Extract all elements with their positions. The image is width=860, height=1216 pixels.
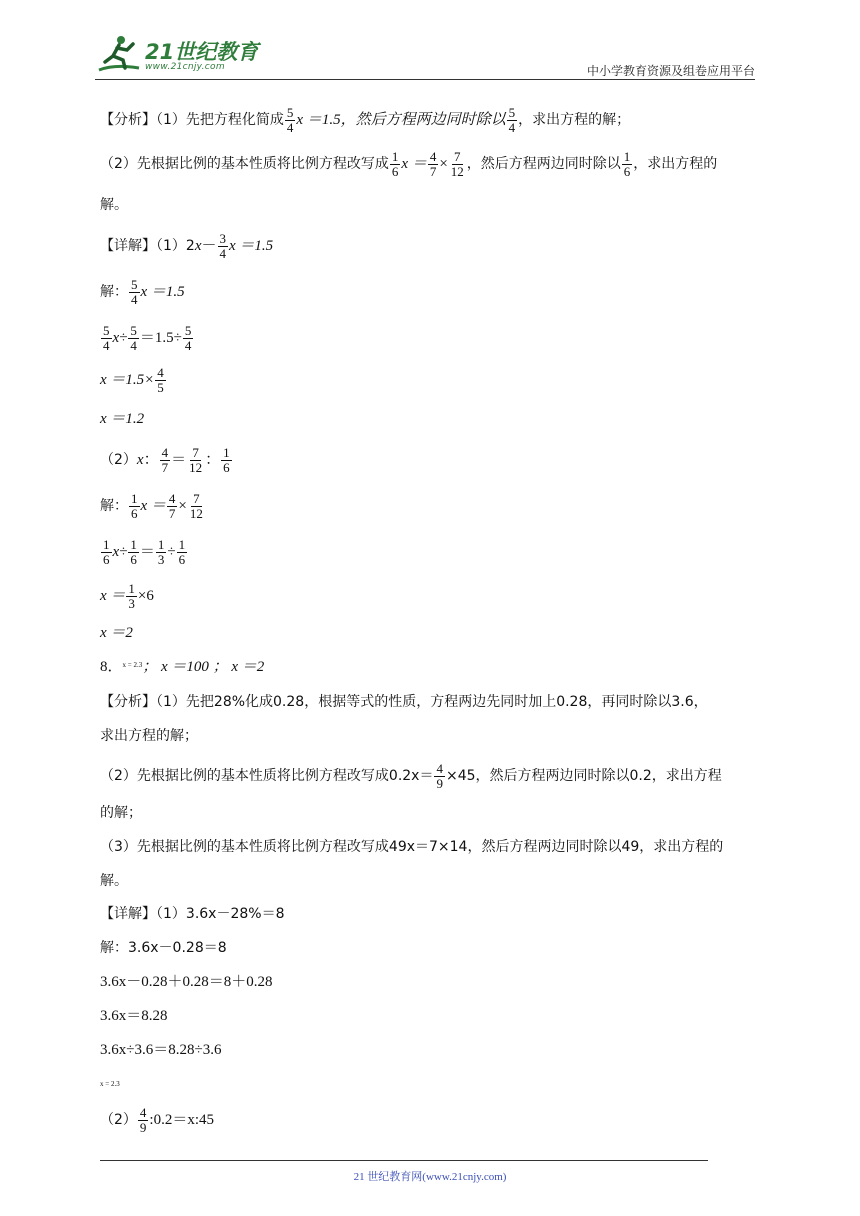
fraction: $\frac{1}{6}$ <box>623 149 631 179</box>
analysis-tag: 【分析】 <box>100 112 156 129</box>
fraction: $\frac{5}{4}$ <box>184 323 192 353</box>
p7-t2 <box>100 538 188 566</box>
p8-analysis-line3-cont: 解。 <box>100 873 128 889</box>
p7-t1 <box>100 492 206 520</box>
footer-text: 21 世纪教育网(www.21cnjy.com) <box>353 1171 507 1183</box>
text: 解： <box>100 498 128 515</box>
answers: ； x ＝100 ； x ＝2 <box>142 659 265 675</box>
text: （1）2 <box>156 238 195 255</box>
operator: ＝ <box>171 452 187 469</box>
p8-step2: 3.6x－0.28＋0.28＝8＋0.28 <box>100 974 273 990</box>
p8-step5: x = 2.3 <box>100 1080 120 1088</box>
fraction: $\frac{1}{6}$ <box>223 445 230 475</box>
equation: ×6 <box>137 588 154 605</box>
text: ，求出方程的解； <box>518 112 631 129</box>
fraction: $\frac{1}{3}$ <box>157 537 165 567</box>
equation: x÷ <box>112 544 128 561</box>
p7-analysis-line2 <box>100 150 717 178</box>
detail-tag: 【详解】 <box>100 906 156 922</box>
operator: ＝ <box>139 544 155 561</box>
footer-rule <box>100 1160 708 1161</box>
text: （2）先根据比例的基本性质将比例方程改写成0.2x＝ <box>100 768 434 785</box>
logo <box>95 34 259 78</box>
p7-t4: x ＝2 <box>100 625 133 641</box>
equation: x ＝1.5 <box>140 284 185 301</box>
logo-url: www.21cnjy.com <box>145 62 225 72</box>
equation: x÷ <box>112 330 128 347</box>
p7-detail-line2 <box>100 446 233 474</box>
var: x <box>194 238 202 255</box>
operator: ： <box>205 452 221 469</box>
p7-t3 <box>100 582 154 610</box>
p7-step4: x ＝1.2 <box>100 411 145 427</box>
text: ×45，然后方程两边同时除以0.2，求出方程 <box>445 768 722 785</box>
p8-step4: 3.6x÷3.6＝8.28÷3.6 <box>100 1042 222 1058</box>
fraction: $\frac{4}{7}$ <box>429 149 437 179</box>
fraction: $\frac{7}{12}$ <box>189 445 203 475</box>
logo-runner-icon <box>95 34 143 74</box>
fraction: $\frac{7}{12}$ <box>450 149 464 179</box>
fraction: $\frac{1}{6}$ <box>178 537 186 567</box>
text: 解： <box>100 284 128 301</box>
text: （1）3.6x－28%＝8 <box>156 906 285 922</box>
p8-answer-line <box>100 660 264 675</box>
p8-analysis-line2 <box>100 762 722 790</box>
text: ，然后方程两边同时除以 <box>466 156 621 173</box>
fraction: $\frac{7}{12}$ <box>189 491 203 521</box>
fraction: $\frac{4}{7}$ <box>168 491 176 521</box>
header-platform-title: 中小学教育资源及组卷应用平台 <box>586 64 755 78</box>
fraction: $\frac{3}{4}$ <box>219 231 227 261</box>
p7-analysis-line2-cont: 解。 <box>100 197 128 213</box>
equation: x ＝ <box>100 588 126 605</box>
equation: :0.2＝x:45 <box>149 1112 215 1129</box>
fraction: $\frac{4}{7}$ <box>161 445 169 475</box>
tiny-answer: x = 2.3 <box>122 661 143 669</box>
header-rule <box>95 79 755 80</box>
operator: ÷ <box>167 544 176 561</box>
equation: x ＝1.5，然后方程两边同时除以 <box>296 112 506 129</box>
p8-analysis-line3: （3）先根据比例的基本性质将比例方程改写成49x＝7×14，然后方程两边同时除以49，求出方程的 <box>100 839 724 855</box>
fraction: $\frac{1}{6}$ <box>130 537 137 567</box>
fraction: $\frac{4}{5}$ <box>157 365 164 395</box>
p7-step3 <box>100 366 167 394</box>
text: （1）先把28%化成0.28，根据等式的性质，方程两边先同时加上0.28，再同时除以3.6， <box>156 694 708 710</box>
fraction: $\frac{1}{6}$ <box>103 537 110 567</box>
text: （2）先根据比例的基本性质将比例方程改写成 <box>100 156 389 173</box>
fraction: $\frac{5}{4}$ <box>131 277 138 307</box>
p8-detail-line1 <box>100 907 284 921</box>
text: ，求出方程的 <box>633 156 718 173</box>
p7-detail-line1 <box>100 232 273 260</box>
operator: × <box>439 156 448 173</box>
equation: x ＝1.5× <box>100 372 155 389</box>
p8-step1: 解：3.6x－0.28＝8 <box>100 940 227 956</box>
fraction: $\frac{4}{9}$ <box>436 761 443 791</box>
fraction: $\frac{1}{6}$ <box>131 491 138 521</box>
p7-step2 <box>100 324 194 352</box>
header <box>0 0 860 82</box>
equation: x ＝ <box>140 498 166 515</box>
fraction: $\frac{1}{6}$ <box>391 149 399 179</box>
equation: x ＝ <box>401 156 427 173</box>
p8-step3: 3.6x＝8.28 <box>100 1008 168 1024</box>
fraction: $\frac{5}{4}$ <box>508 105 516 135</box>
var: x <box>136 452 144 469</box>
p8-analysis-line1 <box>100 695 708 709</box>
fraction: $\frac{1}{3}$ <box>128 581 135 611</box>
problem-number: 8． <box>100 659 123 675</box>
operator: × <box>178 498 187 515</box>
equation: x ＝1.5 <box>229 238 274 255</box>
p8-analysis-line2-cont: 的解； <box>100 805 142 821</box>
operator: ： <box>143 452 159 469</box>
fraction: $\frac{5}{4}$ <box>286 105 294 135</box>
analysis-tag: 【分析】 <box>100 694 156 710</box>
p7-analysis-line1 <box>100 106 630 134</box>
equation: ＝1.5÷ <box>139 330 182 347</box>
logo-title: 21世纪教育 <box>145 40 259 64</box>
text: （2） <box>100 452 137 469</box>
fraction: $\frac{4}{9}$ <box>139 1105 147 1135</box>
text: （1）先把方程化简成 <box>156 112 284 129</box>
detail-tag: 【详解】 <box>100 238 156 255</box>
text: （2） <box>100 1112 137 1129</box>
operator: － <box>201 238 217 255</box>
p7-step1 <box>100 278 185 306</box>
p8-analysis-line1-cont: 求出方程的解； <box>100 728 198 744</box>
fraction: $\frac{5}{4}$ <box>103 323 110 353</box>
fraction: $\frac{5}{4}$ <box>130 323 137 353</box>
p8-detail-line2 <box>100 1106 214 1134</box>
